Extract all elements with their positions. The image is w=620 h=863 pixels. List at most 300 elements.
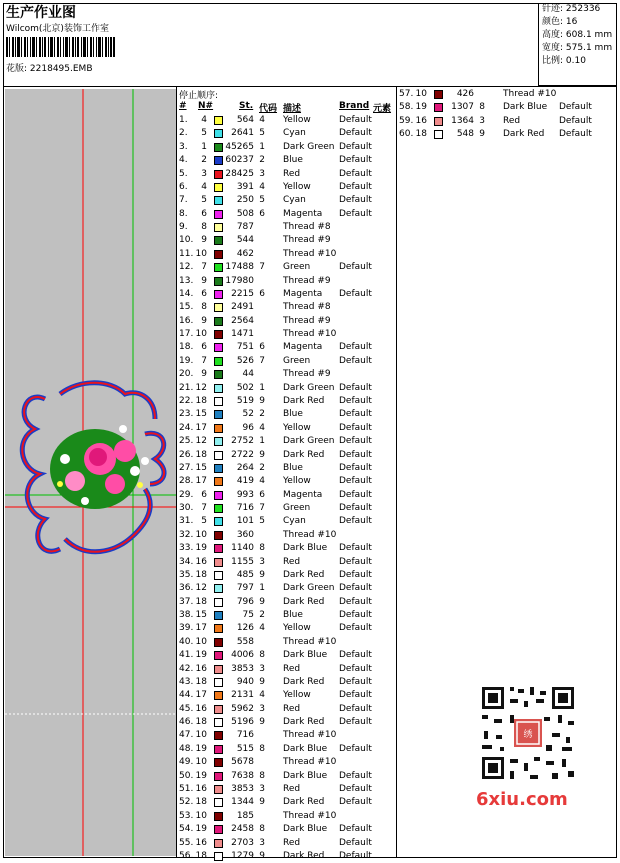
row-brand: Default (339, 141, 372, 152)
row-needle: 16 (195, 703, 207, 714)
row-description: Green (283, 262, 311, 273)
table-row (179, 716, 395, 729)
color-swatch (214, 852, 223, 861)
row-code: 1 (259, 436, 265, 447)
row-description: Dark Green (283, 141, 335, 152)
row-brand: Default (339, 850, 372, 861)
color-swatch (214, 638, 223, 647)
row-brand: Default (339, 382, 372, 393)
color-swatch (214, 410, 223, 419)
row-needle: 10 (195, 529, 207, 540)
company-name: Wilcom(北京)装饰工作室 (6, 24, 109, 34)
row-description: Dark Red (283, 850, 325, 861)
row-index: 39. (179, 623, 194, 634)
row-code: 9 (259, 676, 265, 687)
row-index: 8. (179, 208, 188, 219)
table-row (179, 382, 395, 395)
row-index: 29. (179, 489, 194, 500)
color-swatch (214, 223, 223, 232)
table-row (179, 168, 395, 181)
row-stitches: 544 (236, 235, 254, 246)
row-stitches: 485 (236, 569, 254, 580)
row-description: Magenta (283, 489, 323, 500)
table-row (179, 315, 395, 328)
row-stitches: 3853 (231, 663, 254, 674)
color-swatch (214, 397, 223, 406)
table-row (179, 328, 395, 341)
color-swatch (214, 263, 223, 272)
row-brand: Default (339, 449, 372, 460)
row-brand: Default (339, 623, 372, 634)
row-code: 8 (259, 650, 265, 661)
row-description: Dark Green (283, 583, 335, 594)
table-row (179, 288, 395, 301)
row-code: 2 (259, 462, 265, 473)
row-code: 8 (259, 743, 265, 754)
row-description: Thread #10 (283, 757, 337, 768)
stat-colors: 颜色: 16 (542, 17, 578, 27)
color-swatch (214, 236, 223, 245)
row-code: 9 (259, 569, 265, 580)
color-swatch (214, 370, 223, 379)
row-needle: 5 (201, 128, 207, 139)
row-code: 7 (259, 355, 265, 366)
row-stitches: 2131 (231, 690, 254, 701)
row-description: Dark Blue (283, 770, 328, 781)
table-row (179, 208, 395, 221)
row-code: 8 (259, 824, 265, 835)
row-stitches: 391 (236, 181, 254, 192)
row-index: 9. (179, 222, 188, 233)
row-index: 10. (179, 235, 194, 246)
color-swatch (214, 772, 223, 781)
color-swatch (214, 290, 223, 299)
row-brand: Default (339, 462, 372, 473)
row-brand: Default (339, 824, 372, 835)
color-swatch (214, 745, 223, 754)
row-stitches: 2458 (231, 824, 254, 835)
row-code: 4 (259, 623, 265, 634)
row-code: 8 (479, 102, 485, 113)
row-index: 1. (179, 115, 188, 125)
row-stitches: 564 (236, 115, 254, 125)
row-index: 47. (179, 730, 194, 741)
row-code: 6 (259, 489, 265, 500)
table-row (179, 783, 395, 796)
design-preview (5, 89, 176, 856)
row-stitches: 1155 (231, 556, 254, 567)
row-stitches: 7638 (231, 770, 254, 781)
row-index: 16. (179, 315, 194, 326)
table-row (179, 569, 395, 582)
row-index: 11. (179, 248, 194, 259)
row-stitches: 3853 (231, 784, 254, 794)
table-row (179, 261, 395, 274)
row-index: 46. (179, 717, 194, 728)
color-swatch (214, 343, 223, 352)
design-file (6, 61, 93, 74)
row-brand: Default (339, 503, 372, 514)
row-description: Dark Green (283, 436, 335, 447)
color-swatch (214, 170, 223, 179)
row-needle: 16 (195, 663, 207, 674)
color-swatch (214, 758, 223, 767)
row-stitches: 5678 (231, 757, 254, 768)
table-row (179, 181, 395, 194)
color-swatch (214, 504, 223, 513)
row-stitches: 52 (242, 409, 254, 420)
table-row (179, 341, 395, 354)
table-row (399, 88, 615, 101)
row-needle: 19 (415, 102, 427, 113)
row-needle: 16 (195, 784, 207, 794)
row-index: 42. (179, 663, 194, 674)
row-description: Thread #10 (283, 248, 337, 259)
row-needle: 12 (195, 382, 207, 393)
row-description: Thread #8 (283, 222, 331, 233)
row-brand: Default (339, 663, 372, 674)
row-brand: Default (339, 676, 372, 687)
row-index: 58. (399, 102, 414, 113)
row-brand: Default (559, 115, 592, 126)
color-swatch (214, 210, 223, 219)
col-header-element: 元素 (373, 104, 392, 114)
row-index: 43. (179, 676, 194, 687)
table-row (399, 128, 615, 141)
row-description: Dark Red (503, 129, 545, 140)
table-row (179, 663, 395, 676)
row-description: Cyan (283, 516, 306, 527)
row-needle: 10 (195, 757, 207, 768)
header-divider (3, 86, 617, 87)
table-row (179, 796, 395, 809)
table-row (179, 355, 395, 368)
row-description: Blue (283, 409, 303, 420)
row-code: 5 (259, 516, 265, 527)
color-swatch (214, 798, 223, 807)
row-stitches: 1364 (451, 115, 474, 126)
barcode (6, 37, 115, 57)
row-stitches: 797 (236, 583, 254, 594)
color-swatch (434, 117, 443, 126)
row-index: 37. (179, 596, 194, 607)
row-stitches: 101 (236, 516, 254, 527)
row-description: Yellow (283, 623, 311, 634)
table-row (179, 449, 395, 462)
color-swatch (214, 785, 223, 794)
table-row (179, 770, 395, 783)
row-stitches: 2752 (231, 436, 254, 447)
row-description: Dark Blue (283, 743, 328, 754)
row-needle: 4 (201, 115, 207, 125)
color-swatch (214, 825, 223, 834)
row-stitches: 526 (236, 355, 254, 366)
table-row (179, 689, 395, 702)
row-index: 45. (179, 703, 194, 714)
color-swatch (214, 477, 223, 486)
row-description: Cyan (283, 128, 306, 139)
row-description: Magenta (283, 288, 323, 299)
row-description: Thread #9 (283, 275, 331, 286)
row-needle: 5 (201, 195, 207, 206)
row-description: Dark Blue (283, 543, 328, 554)
design-filename: 2218495.EMB (29, 64, 93, 74)
table-row (179, 609, 395, 622)
row-brand: Default (339, 556, 372, 567)
col-header-code: 代码 (259, 104, 278, 114)
color-swatch (214, 437, 223, 446)
row-description: Red (283, 663, 301, 674)
row-brand: Default (339, 262, 372, 273)
row-needle: 19 (195, 770, 207, 781)
row-stitches: 28425 (225, 168, 254, 179)
row-description: Dark Green (283, 382, 335, 393)
row-stitches: 2722 (231, 449, 254, 460)
row-index: 53. (179, 810, 194, 821)
color-swatch (214, 156, 223, 165)
stats-box (538, 3, 617, 86)
embroidery-preview (5, 89, 176, 856)
table-row (179, 154, 395, 167)
row-stitches: 2703 (231, 837, 254, 848)
table-row (179, 301, 395, 314)
row-stitches: 1307 (451, 102, 474, 113)
row-needle: 19 (195, 824, 207, 835)
row-stitches: 60237 (225, 155, 254, 166)
table-row (179, 489, 395, 502)
row-index: 36. (179, 583, 194, 594)
row-description: Red (283, 784, 301, 794)
row-stitches: 2641 (231, 128, 254, 139)
row-description: Red (283, 703, 301, 714)
row-brand: Default (559, 102, 592, 113)
row-brand: Default (339, 355, 372, 366)
row-brand: Default (339, 155, 372, 166)
row-needle: 3 (201, 168, 207, 179)
row-stitches: 4006 (231, 650, 254, 661)
row-code: 3 (259, 556, 265, 567)
row-code: 4 (259, 181, 265, 192)
row-brand: Default (339, 743, 372, 754)
row-needle: 6 (201, 208, 207, 219)
color-swatch (214, 558, 223, 567)
row-code: 1 (259, 583, 265, 594)
row-index: 44. (179, 690, 194, 701)
color-swatch (214, 196, 223, 205)
row-stitches: 993 (236, 489, 254, 500)
row-needle: 18 (195, 569, 207, 580)
row-code: 2 (259, 155, 265, 166)
stop-sequence-label: 停止顺序: (179, 91, 219, 101)
row-code: 4 (259, 422, 265, 433)
table-row (179, 422, 395, 435)
table-row (179, 515, 395, 528)
row-index: 26. (179, 449, 194, 460)
row-needle: 10 (195, 636, 207, 647)
row-index: 60. (399, 129, 414, 140)
color-swatch (434, 90, 443, 99)
row-needle: 6 (201, 342, 207, 353)
row-brand: Default (339, 342, 372, 353)
row-needle: 16 (415, 115, 427, 126)
row-index: 48. (179, 743, 194, 754)
row-needle: 18 (195, 850, 207, 861)
table-row (179, 810, 395, 823)
row-stitches: 716 (236, 503, 254, 514)
row-needle: 15 (195, 610, 207, 621)
row-description: Red (503, 115, 521, 126)
table-row (179, 556, 395, 569)
row-brand: Default (339, 409, 372, 420)
stat-scale: 比例: 0.10 (542, 56, 586, 66)
row-index: 34. (179, 556, 194, 567)
row-description: Magenta (283, 342, 323, 353)
stat-width: 宽度: 575.1 mm (542, 43, 613, 53)
row-needle: 17 (195, 690, 207, 701)
row-code: 4 (259, 690, 265, 701)
row-index: 14. (179, 288, 194, 299)
table-row (179, 823, 395, 836)
row-needle: 6 (201, 288, 207, 299)
table-row (179, 529, 395, 542)
row-needle: 17 (195, 422, 207, 433)
row-needle: 18 (415, 129, 427, 140)
row-stitches: 126 (236, 623, 254, 634)
row-description: Thread #10 (283, 329, 337, 340)
row-description: Green (283, 503, 311, 514)
row-code: 6 (259, 288, 265, 299)
row-stitches: 264 (236, 462, 254, 473)
row-description: Thread #10 (283, 529, 337, 540)
row-needle: 15 (195, 462, 207, 473)
qr-code (470, 681, 586, 785)
row-code: 6 (259, 208, 265, 219)
color-swatch (214, 839, 223, 848)
row-description: Blue (283, 462, 303, 473)
row-description: Thread #10 (283, 730, 337, 741)
row-brand: Default (339, 569, 372, 580)
column-divider (176, 86, 177, 858)
row-description: Thread #9 (283, 235, 331, 246)
row-description: Thread #8 (283, 302, 331, 313)
row-needle: 1 (201, 141, 207, 152)
row-index: 19. (179, 355, 194, 366)
row-brand: Default (339, 288, 372, 299)
row-stitches: 519 (236, 395, 254, 406)
color-swatch (214, 451, 223, 460)
row-stitches: 360 (236, 529, 254, 540)
row-index: 30. (179, 503, 194, 514)
row-index: 6. (179, 181, 188, 192)
row-stitches: 1344 (231, 797, 254, 808)
row-code: 4 (259, 115, 265, 125)
row-needle: 12 (195, 583, 207, 594)
row-description: Thread #10 (283, 810, 337, 821)
row-code: 9 (259, 596, 265, 607)
column-divider (396, 86, 397, 858)
color-swatch (214, 651, 223, 660)
row-needle: 6 (201, 489, 207, 500)
table-row (399, 101, 615, 114)
row-stitches: 96 (242, 422, 254, 433)
row-needle: 7 (201, 503, 207, 514)
table-row (179, 502, 395, 515)
row-index: 15. (179, 302, 194, 313)
color-swatch (214, 718, 223, 727)
row-stitches: 1279 (231, 850, 254, 861)
row-needle: 18 (195, 596, 207, 607)
row-needle: 18 (195, 676, 207, 687)
row-description: Thread #10 (503, 89, 557, 99)
row-needle: 10 (195, 248, 207, 259)
row-needle: 4 (201, 181, 207, 192)
row-stitches: 548 (456, 129, 474, 140)
row-brand: Default (559, 129, 592, 140)
row-index: 17. (179, 329, 194, 340)
row-stitches: 2215 (231, 288, 254, 299)
row-needle: 16 (195, 556, 207, 567)
col-header-brand: Brand (339, 101, 370, 111)
row-description: Green (283, 355, 311, 366)
col-header-description: 描述 (283, 104, 302, 114)
table-row (179, 622, 395, 635)
row-brand: Default (339, 797, 372, 808)
row-code: 3 (259, 784, 265, 794)
color-swatch (214, 624, 223, 633)
row-code: 2 (259, 610, 265, 621)
row-brand: Default (339, 395, 372, 406)
row-code: 9 (259, 797, 265, 808)
row-index: 2. (179, 128, 188, 139)
row-needle: 10 (195, 329, 207, 340)
row-brand: Default (339, 181, 372, 192)
stat-stitches: 针迹: 252336 (542, 4, 601, 14)
row-index: 55. (179, 837, 194, 848)
row-needle: 7 (201, 355, 207, 366)
row-stitches: 2491 (231, 302, 254, 313)
page-title: 生产作业图 (6, 5, 76, 21)
row-stitches: 502 (236, 382, 254, 393)
row-index: 12. (179, 262, 194, 273)
color-swatch (214, 116, 223, 125)
row-brand: Default (339, 690, 372, 701)
color-swatch (214, 183, 223, 192)
row-index: 54. (179, 824, 194, 835)
row-description: Magenta (283, 208, 323, 219)
watermark-site: 6xiu.com (476, 789, 568, 810)
row-brand: Default (339, 476, 372, 487)
row-index: 13. (179, 275, 194, 286)
row-stitches: 2564 (231, 315, 254, 326)
row-description: Dark Red (283, 569, 325, 580)
row-stitches: 1140 (231, 543, 254, 554)
row-index: 50. (179, 770, 194, 781)
table-row (179, 596, 395, 609)
row-description: Dark Blue (283, 650, 328, 661)
row-index: 21. (179, 382, 194, 393)
row-code: 5 (259, 195, 265, 206)
row-code: 3 (259, 703, 265, 714)
row-needle: 17 (195, 476, 207, 487)
color-swatch (214, 571, 223, 580)
row-code: 1 (259, 382, 265, 393)
color-swatch (214, 611, 223, 620)
row-brand: Default (339, 610, 372, 621)
row-description: Red (283, 837, 301, 848)
row-description: Red (283, 168, 301, 179)
row-code: 8 (259, 543, 265, 554)
row-description: Dark Red (283, 717, 325, 728)
